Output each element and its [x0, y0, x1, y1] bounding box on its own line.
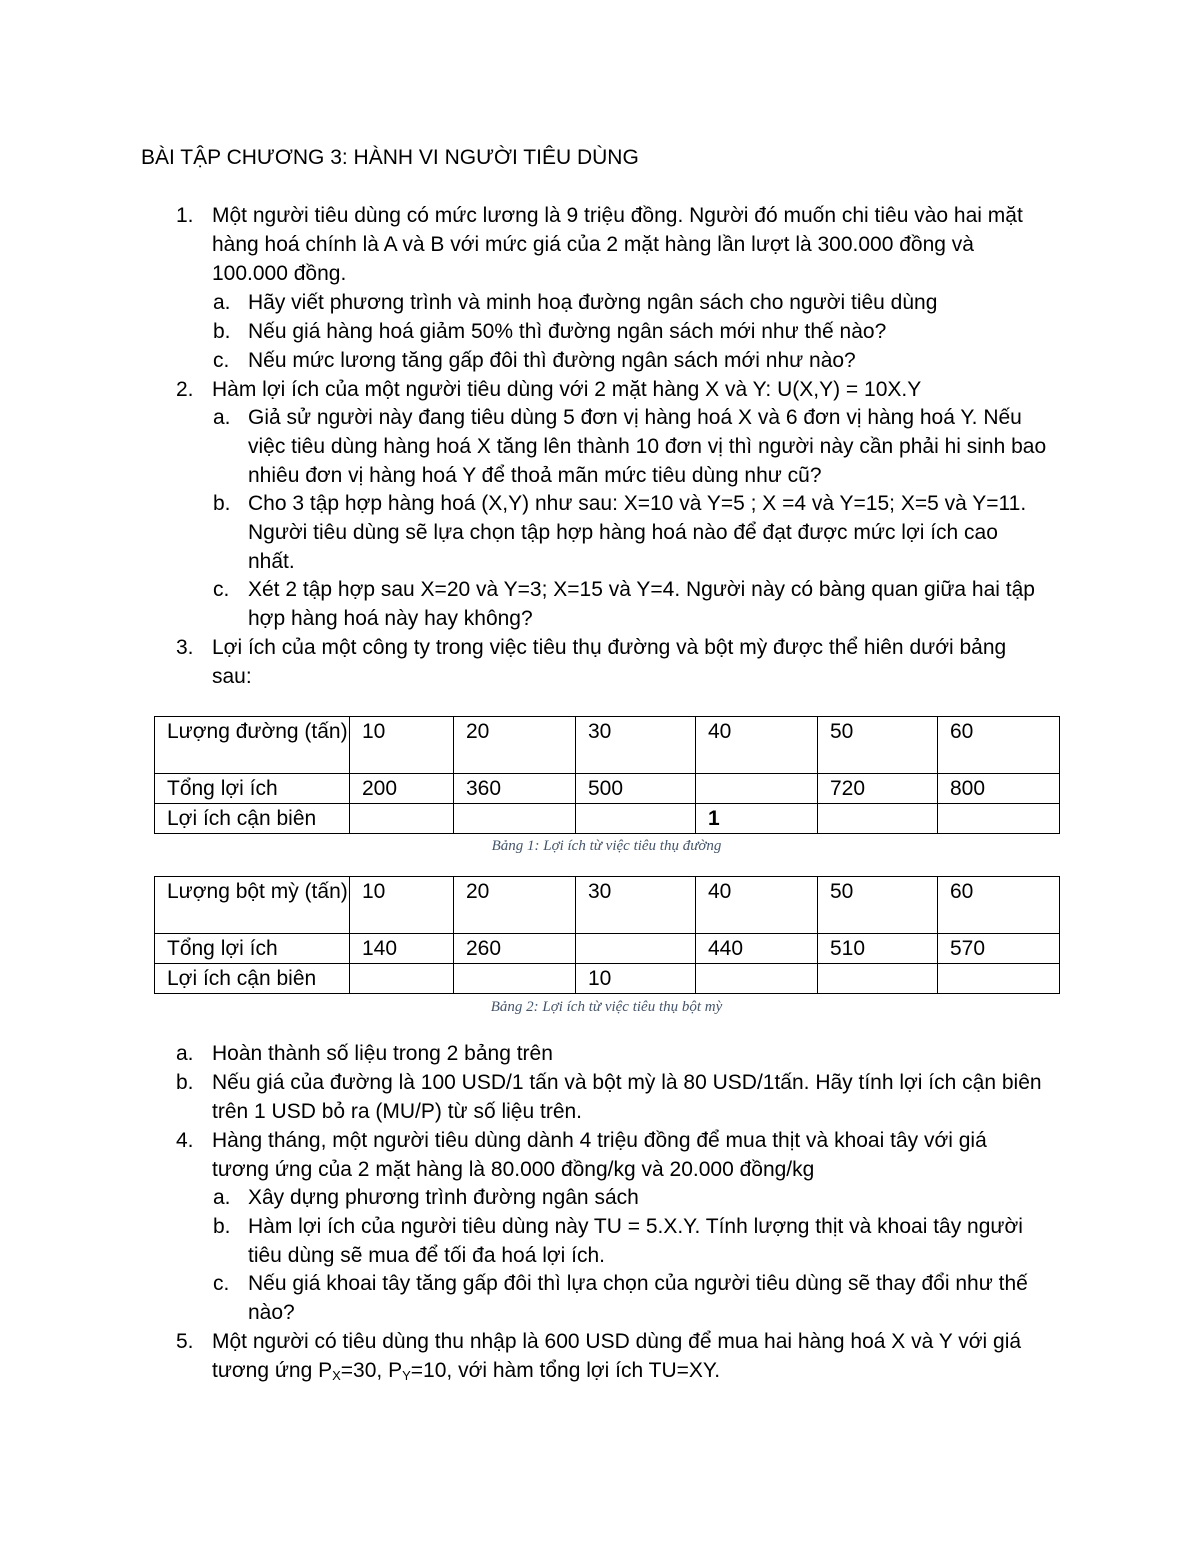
subscript: X	[332, 1368, 341, 1383]
text-line: việc tiêu dùng hàng hoá X tăng lên thành 10 đơn vị thì người này cần phải hi sinh bao	[248, 435, 1047, 458]
subquestion-label: c.	[213, 578, 230, 601]
table-cell: 140	[350, 934, 454, 964]
subquestion-label: a.	[176, 1042, 194, 1065]
question-1b-text: Nếu giá hàng hoá giảm 50% thì đường ngân sách mới như thế nào?	[248, 320, 887, 343]
question-5-text	[212, 1327, 1072, 1385]
subquestion-label: b.	[176, 1071, 194, 1094]
subscript: Y	[402, 1368, 411, 1383]
table-cell: 50	[818, 877, 938, 934]
question-number: 2.	[176, 378, 194, 401]
question-2-text: Hàm lợi ích của một người tiêu dùng với 2 mặt hàng X và Y: U(X,Y) = 10X.Y	[212, 378, 922, 401]
question-3-text	[212, 633, 1072, 691]
text-line: Hàng tháng, một người tiêu dùng dành 4 triệu đồng để mua thịt và khoai tây với giá	[212, 1129, 987, 1152]
table-cell	[696, 774, 818, 804]
question-number: 5.	[176, 1330, 194, 1353]
table-row	[155, 934, 1060, 964]
table-cell	[818, 964, 938, 994]
table-cell: 40	[696, 877, 818, 934]
question-4c-text	[248, 1269, 1078, 1327]
table-cell: Tổng lợi ích	[155, 774, 350, 804]
question-1a-text: Hãy viết phương trình và minh hoạ đường ngân sách cho người tiêu dùng	[248, 291, 938, 314]
question-4b-text	[248, 1212, 1078, 1270]
table-cell: 10	[576, 964, 696, 994]
subquestion-label: b.	[213, 320, 231, 343]
table-cell: Lượng bột mỳ (tấn)	[155, 877, 350, 934]
question-number: 3.	[176, 636, 194, 659]
question-4-text	[212, 1126, 1072, 1184]
table-cell: 60	[938, 717, 1060, 774]
table-row	[155, 804, 1060, 834]
question-2b-text	[248, 489, 1078, 576]
table-cell: 720	[818, 774, 938, 804]
text-line: Người tiêu dùng sẽ lựa chọn tập hợp hàng hoá nào để đạt được mức lợi ích cao	[248, 521, 998, 544]
question-3a-text: Hoàn thành số liệu trong 2 bảng trên	[212, 1042, 553, 1065]
table-cell: 360	[454, 774, 576, 804]
subquestion-label: b.	[213, 1215, 231, 1238]
text-run: tương ứng P	[212, 1359, 333, 1382]
text-line: nhất.	[248, 550, 295, 573]
table-cell: Lợi ích cận biên	[155, 804, 350, 834]
table-cell	[350, 804, 454, 834]
text-line: trên 1 USD bỏ ra (MU/P) từ số liệu trên.	[212, 1100, 583, 1123]
table-cell	[696, 964, 818, 994]
table-row	[155, 774, 1060, 804]
subquestion-label: a.	[213, 406, 231, 429]
table-cell: 30	[576, 717, 696, 774]
text-line: tiêu dùng sẽ mua để tối đa hoá lợi ích.	[248, 1244, 605, 1267]
question-2a-text	[248, 403, 1078, 490]
table-caption: Bảng 2: Lợi ích từ việc tiêu thụ bột mỳ	[490, 999, 723, 1015]
table-cell	[576, 804, 696, 834]
table-cell: Tổng lợi ích	[155, 934, 350, 964]
table-cell: 30	[576, 877, 696, 934]
table-cell: 440	[696, 934, 818, 964]
text-line: Một người tiêu dùng có mức lương là 9 triệu đồng. Người đó muốn chi tiêu vào hai mặt	[212, 204, 1023, 227]
question-1-text	[212, 201, 1072, 288]
text-line: Nếu giá của đường là 100 USD/1 tấn và bột mỳ là 80 USD/1tấn. Hãy tính lợi ích cận biên	[212, 1071, 1042, 1094]
subquestion-label: c.	[213, 349, 230, 372]
text-line: tương ứng của 2 mặt hàng là 80.000 đồng/kg và 20.000 đồng/kg	[212, 1158, 815, 1181]
subquestion-label: c.	[213, 1272, 230, 1295]
text-line: Xét 2 tập hợp sau X=20 và Y=3; X=15 và Y=4. Người này có bàng quan giữa hai tập	[248, 578, 1035, 601]
text-line: Giả sử người này đang tiêu dùng 5 đơn vị hàng hoá X và 6 đơn vị hàng hoá Y. Nếu	[248, 406, 1022, 429]
table-cell	[350, 964, 454, 994]
text-line: Lợi ích của một công ty trong việc tiêu thụ đường và bột mỳ được thể hiên dưới bảng	[212, 636, 1007, 659]
table-cell	[938, 964, 1060, 994]
subquestion-label: b.	[213, 492, 231, 515]
page-title: BÀI TẬP CHƯƠNG 3: HÀNH VI NGƯỜI TIÊU DÙNG	[141, 146, 639, 169]
table-cell	[938, 804, 1060, 834]
table-cell	[454, 804, 576, 834]
table-cell: 20	[454, 877, 576, 934]
text-run: =30, P	[340, 1359, 403, 1382]
table-row	[155, 877, 1060, 934]
table-cell: 570	[938, 934, 1060, 964]
subquestion-label: a.	[213, 1186, 231, 1209]
table-cell	[576, 934, 696, 964]
sugar-utility-table	[154, 716, 1060, 834]
question-2c-text	[248, 575, 1078, 633]
table-cell: 260	[454, 934, 576, 964]
table-cell: Lợi ích cận biên	[155, 964, 350, 994]
text-line	[212, 1356, 1072, 1385]
table-cell: 10	[350, 877, 454, 934]
text-line: hợp hàng hoá này hay không?	[248, 607, 533, 630]
subquestion-label: a.	[213, 291, 231, 314]
table-cell: 20	[454, 717, 576, 774]
question-1c-text: Nếu mức lương tăng gấp đôi thì đường ngân sách mới như nào?	[248, 349, 856, 372]
table-row	[155, 964, 1060, 994]
table-cell	[454, 964, 576, 994]
flour-utility-table	[154, 876, 1060, 994]
text-line: hàng hoá chính là A và B với mức giá của 2 mặt hàng lần lượt là 300.000 đồng và	[212, 233, 974, 256]
text-line: nhiêu đơn vị hàng hoá Y để thoả mãn mức tiêu dùng như cũ?	[248, 464, 822, 487]
question-number: 4.	[176, 1129, 194, 1152]
text-run: =10, với hàm tổng lợi ích TU=XY.	[410, 1359, 721, 1382]
table-cell: 200	[350, 774, 454, 804]
text-line: 100.000 đồng.	[212, 262, 347, 285]
table-cell: 10	[350, 717, 454, 774]
table-cell: Lượng đường (tấn)	[155, 717, 350, 774]
text-line: Nếu giá khoai tây tăng gấp đôi thì lựa chọn của người tiêu dùng sẽ thay đổi như thế	[248, 1272, 1028, 1295]
table-cell: 1	[696, 804, 818, 834]
question-4a-text: Xây dựng phương trình đường ngân sách	[248, 1186, 639, 1209]
table-cell: 500	[576, 774, 696, 804]
text-line: sau:	[212, 665, 252, 688]
table-caption: Bảng 1: Lợi ích từ việc tiêu thụ đường	[491, 838, 722, 854]
table-cell	[818, 804, 938, 834]
table-cell: 510	[818, 934, 938, 964]
table-cell: 60	[938, 877, 1060, 934]
question-number: 1.	[176, 204, 194, 227]
text-line: Một người có tiêu dùng thu nhập là 600 USD dùng để mua hai hàng hoá X và Y với giá	[212, 1330, 1022, 1353]
table-cell: 40	[696, 717, 818, 774]
text-line: Cho 3 tập hợp hàng hoá (X,Y) như sau: X=10 và Y=5 ; X =4 và Y=15; X=5 và Y=11.	[248, 492, 1027, 515]
table-row	[155, 717, 1060, 774]
text-line: nào?	[248, 1301, 295, 1324]
table-cell: 50	[818, 717, 938, 774]
question-3b-text	[212, 1068, 1072, 1126]
text-line: Hàm lợi ích của người tiêu dùng này TU = 5.X.Y. Tính lượng thịt và khoai tây người	[248, 1215, 1023, 1238]
table-cell: 800	[938, 774, 1060, 804]
